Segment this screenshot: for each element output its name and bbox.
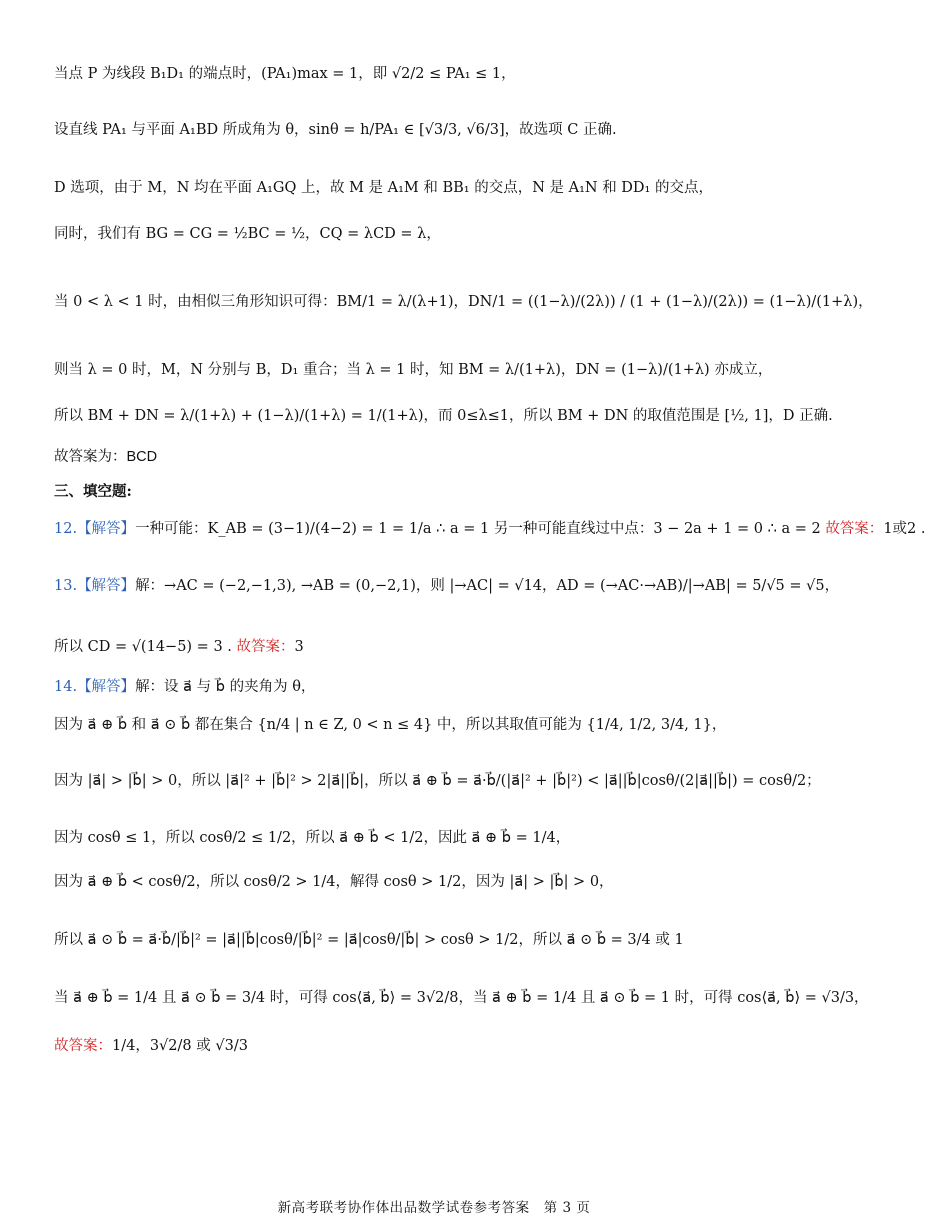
q14-number: 14. xyxy=(54,679,78,695)
text-line: 同时，我们有 BG = CG = ½BC = ½，CQ = λCD = λ， xyxy=(54,226,441,242)
text-line: 所以 BM + DN = λ/(1+λ) + (1−λ)/(1+λ) = 1/(1+λ)，而 0≤λ≤1，所以 BM + DN 的取值范围是 [½, 1]，D 正确. xyxy=(54,408,833,424)
q14-line: 当 a⃗ ⊕ b⃗ = 1/4 且 a⃗ ⊙ b⃗ = 3/4 时，可得 cos⟨a⃗, b⃗⟩ = 3√2/8，当 a⃗ ⊕ b⃗ = 1/4 且 a⃗ ⊙ b⃗ = 1 时，可得 cos⟨a⃗, b⃗⟩ = √3/3， xyxy=(54,990,869,1006)
q14-line: 因为 cosθ ≤ 1，所以 cosθ/2 ≤ 1/2，所以 a⃗ ⊕ b⃗ < 1/2，因此 a⃗ ⊕ b⃗ = 1/4， xyxy=(54,830,571,846)
q13-text: 解：→AC = (−2,−1,3), →AB = (0,−2,1)，则 |→AC| = √14，AD = (→AC·→AB)/|→AB| = 5/√5 = √5， xyxy=(135,578,840,594)
q14-line xyxy=(54,677,828,697)
q14-line: 因为 a⃗ ⊕ b⃗ < cosθ/2，所以 cosθ/2 > 1/4，解得 cosθ > 1/2，因为 |a⃗| > |b⃗| > 0， xyxy=(54,874,614,890)
q14-answer-line xyxy=(54,1036,828,1056)
q13-answer-label: 故答案： xyxy=(236,639,295,655)
page-footer: 新高考联考协作体出品数学试卷参考答案 第 3 页 xyxy=(277,1200,591,1216)
text-line: 当点 P 为线段 B₁D₁ 的端点时，(PA₁)max = 1，即 √2/2 ≤ PA₁ ≤ 1， xyxy=(54,66,516,82)
q12-number: 12. xyxy=(54,521,78,537)
q12-answer: 1或2 . xyxy=(883,521,925,537)
q13-tag: 【解答】 xyxy=(77,578,136,594)
q12-answer-label: 故答案： xyxy=(825,521,884,537)
text-line: 故答案为：BCD xyxy=(54,449,158,465)
q12-tag: 【解答】 xyxy=(77,521,136,537)
q14-line: 因为 |a⃗| > |b⃗| > 0，所以 |a⃗|² + |b⃗|² > 2|a⃗||b⃗|，所以 a⃗ ⊕ b⃗ = a⃗·b⃗/(|a⃗|² + |b⃗|²) < |a⃗||b⃗|cosθ/(2|a⃗||b⃗|) = cosθ/2； xyxy=(54,773,821,789)
section-title: 三、填空题: xyxy=(54,483,132,500)
text-line: 设直线 PA₁ 与平面 A₁BD 所成角为 θ，sinθ = h/PA₁ ∈ [√3/3, √6/3]，故选项 C 正确. xyxy=(54,122,617,138)
q13-line2 xyxy=(54,637,828,657)
q13-answer: 3 xyxy=(294,639,304,655)
q13-number: 13. xyxy=(54,578,78,594)
q14-line: 因为 a⃗ ⊕ b⃗ 和 a⃗ ⊙ b⃗ 都在集合 {n/4 | n ∈ Z, 0 < n ≤ 4} 中，所以其取值可能为 {1/4, 1/2, 3/4, 1}， xyxy=(54,717,727,733)
q14-line: 所以 a⃗ ⊙ b⃗ = a⃗·b⃗/|b⃗|² = |a⃗||b⃗|cosθ/|b⃗|² = |a⃗|cosθ/|b⃗| > cosθ > 1/2，所以 a⃗ ⊙ b⃗ = 3/4 或 1 xyxy=(54,932,684,948)
q14-answer: 1/4，3√2/8 或 √3/3 xyxy=(112,1038,248,1054)
q14-tag: 【解答】 xyxy=(77,679,136,695)
q12-text: 一种可能：K_AB = (3−1)/(4−2) = 1 = 1/a ∴ a = 1 另一种可能直线过中点：3 − 2a + 1 = 0 ∴ a = 2 xyxy=(135,521,821,537)
text-line: 则当 λ = 0 时，M，N 分别与 B，D₁ 重合；当 λ = 1 时，知 BM = λ/(1+λ)，DN = (1−λ)/(1+λ) 亦成立， xyxy=(54,362,773,378)
q13-text2: 所以 CD = √(14−5) = 3 . xyxy=(54,639,232,655)
text-line: D 选项，由于 M，N 均在平面 A₁GQ 上，故 M 是 A₁M 和 BB₁ 的交点，N 是 A₁N 和 DD₁ 的交点， xyxy=(54,180,713,196)
text-line: 当 0 < λ < 1 时，由相似三角形知识可得：BM/1 = λ/(λ+1)，DN/1 = ((1−λ)/(2λ)) / (1 + (1−λ)/(2λ)) = (1−λ)/(1+λ)， xyxy=(54,294,873,310)
q12-line xyxy=(54,519,925,539)
q14-text: 解：设 a⃗ 与 b⃗ 的夹角为 θ， xyxy=(135,679,316,695)
q13-line xyxy=(54,576,840,596)
q14-answer-label: 故答案： xyxy=(54,1038,112,1054)
